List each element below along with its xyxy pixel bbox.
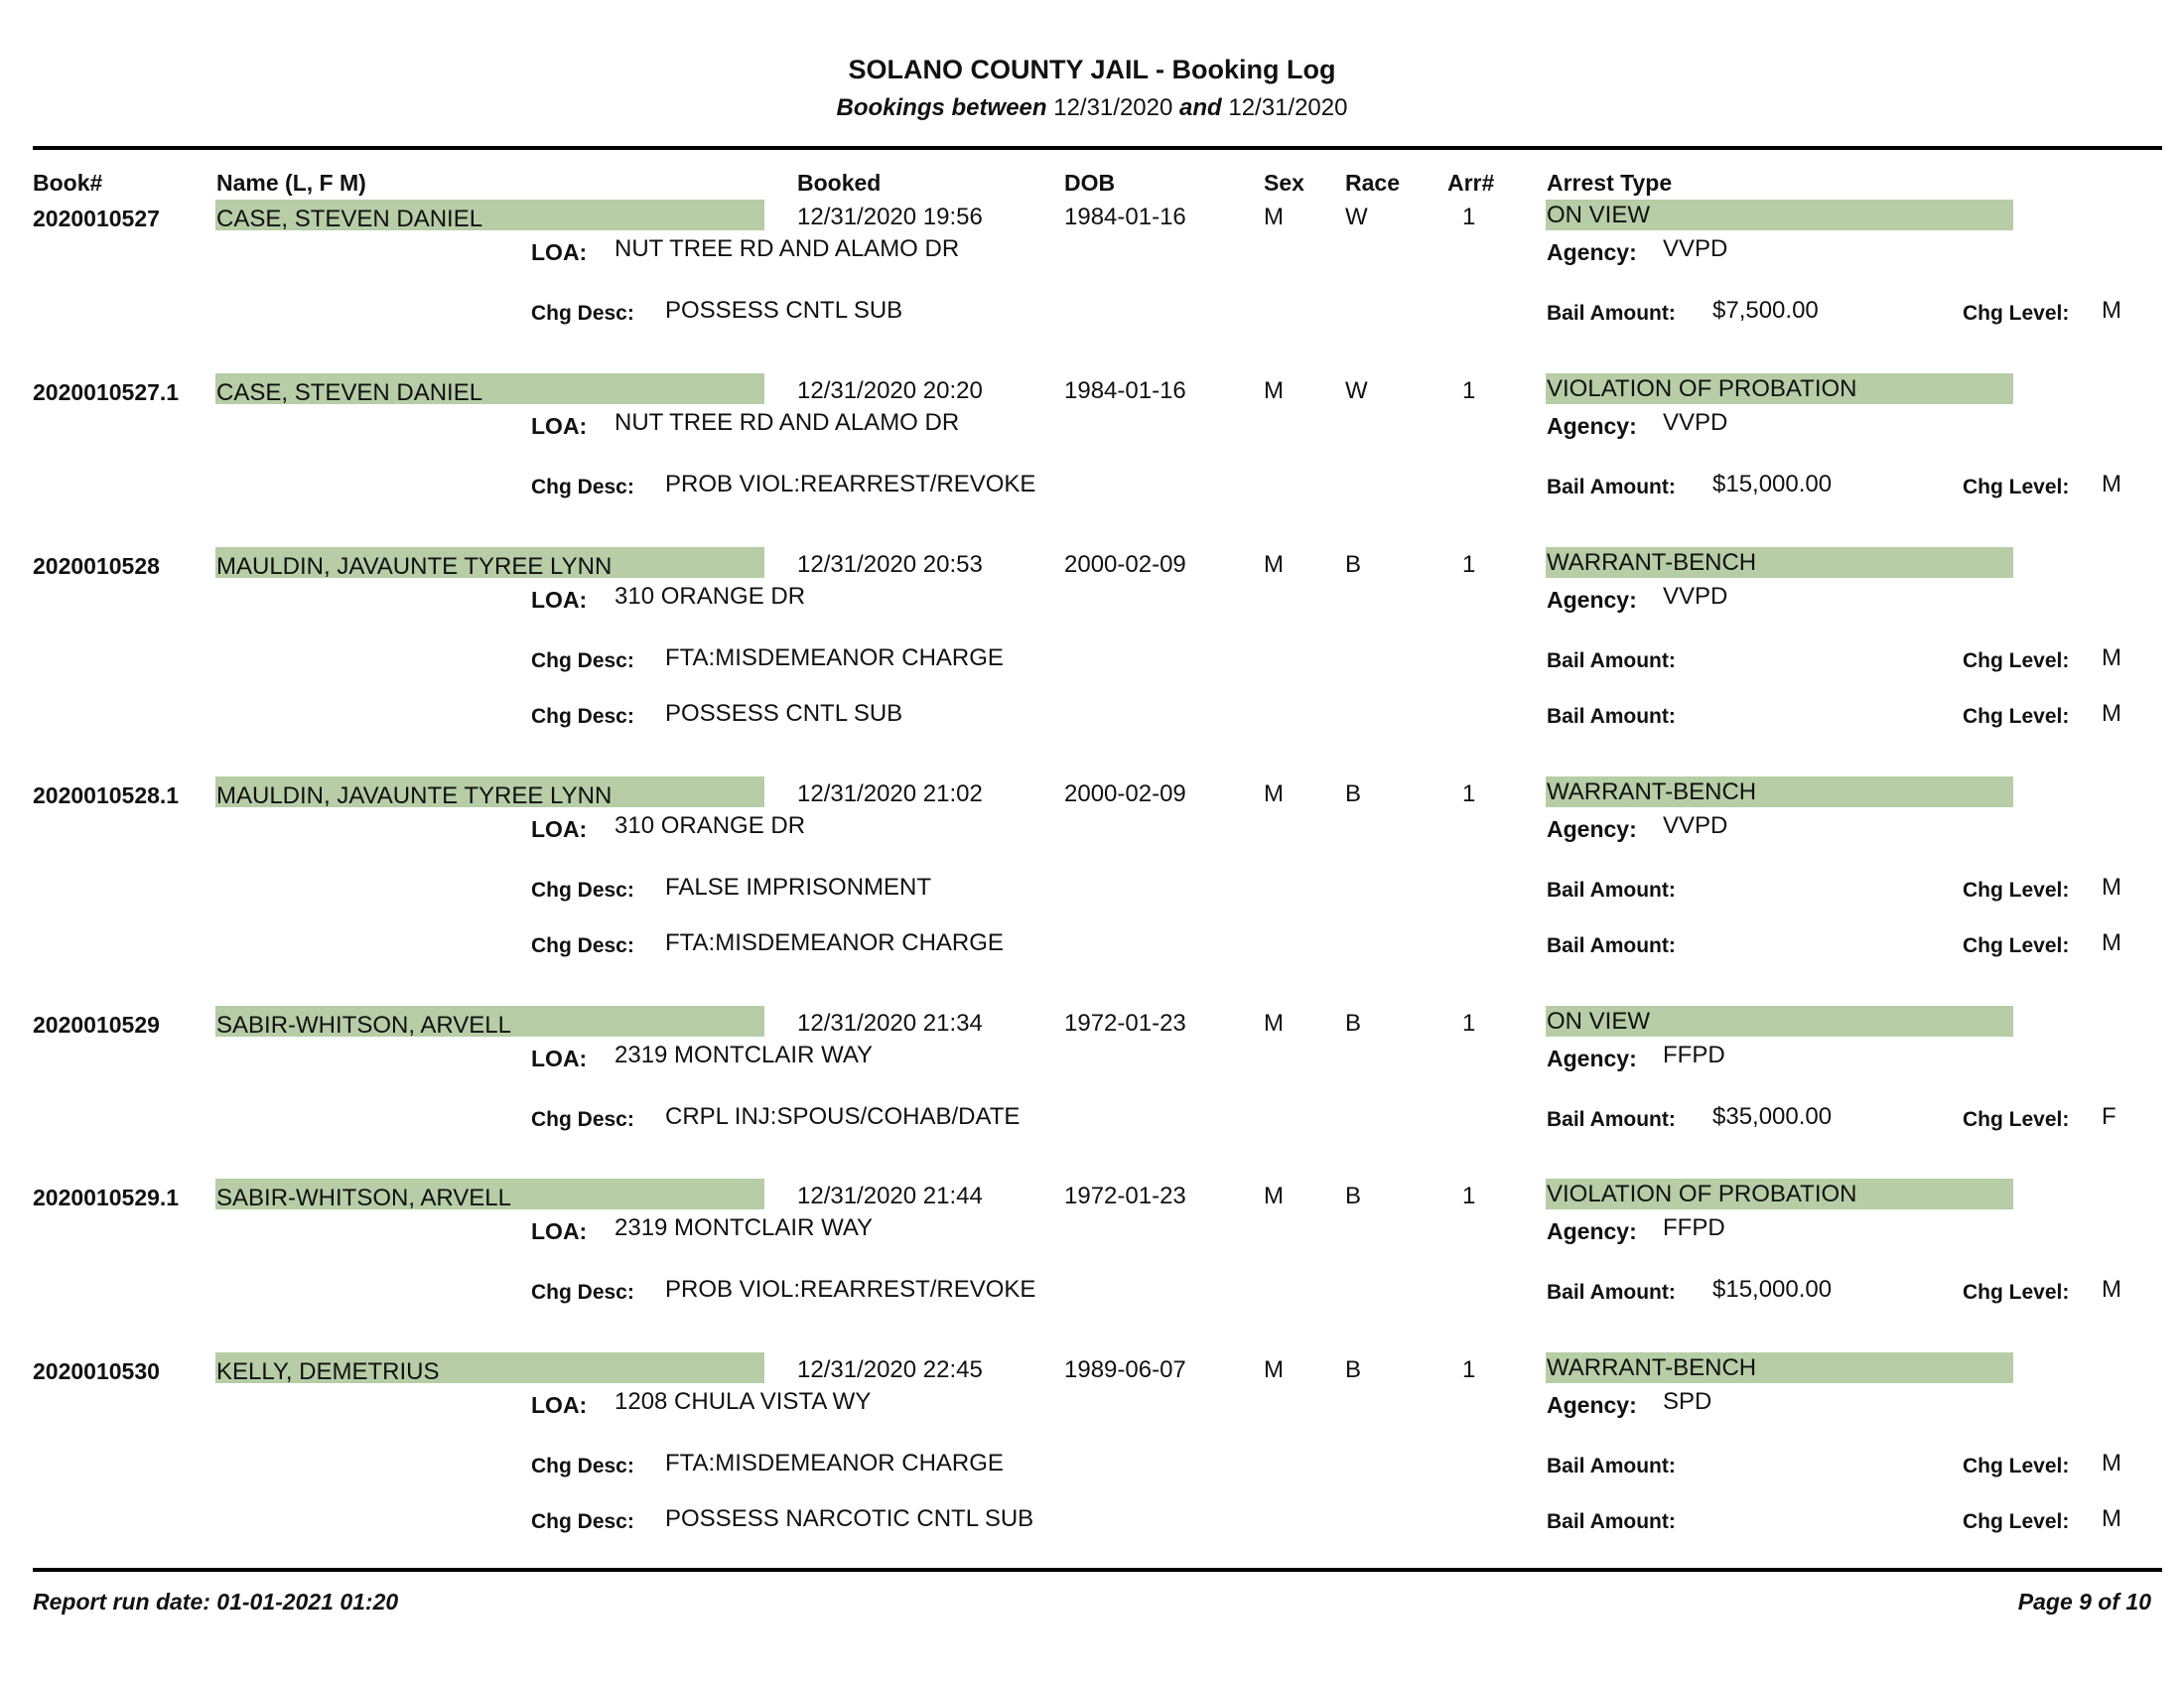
col-header-arrest-type: Arrest Type xyxy=(1547,170,1673,196)
race-value: B xyxy=(1345,780,1362,807)
bail-amount-label: Bail Amount: xyxy=(1547,1455,1676,1477)
charge-level-label: Chg Level: xyxy=(1963,649,2070,672)
arrest-count: 1 xyxy=(1462,780,1476,807)
sex-value: M xyxy=(1264,551,1284,578)
agency-label: Agency: xyxy=(1547,816,1637,842)
date-of-birth: 1984-01-16 xyxy=(1064,204,1186,230)
race-value: B xyxy=(1345,1183,1362,1209)
agency-value: FFPD xyxy=(1663,1214,1725,1241)
charge-line xyxy=(0,874,2184,914)
loa-label: LOA: xyxy=(531,239,588,265)
col-header-dob: DOB xyxy=(1064,170,1116,196)
charge-desc-label: Chg Desc: xyxy=(531,1281,634,1304)
loa-value: 310 ORANGE DR xyxy=(614,812,806,839)
loa-value: 1208 CHULA VISTA WY xyxy=(614,1388,872,1415)
charge-level-label: Chg Level: xyxy=(1963,934,2070,957)
bail-amount-label: Bail Amount: xyxy=(1547,476,1676,498)
charge-level-value: M xyxy=(2102,874,2121,901)
sex-value: M xyxy=(1264,780,1284,807)
inmate-name: CASE, STEVEN DANIEL xyxy=(216,379,483,406)
page-number: Page 9 of 10 xyxy=(2017,1589,2151,1615)
charge-level-label: Chg Level: xyxy=(1963,705,2070,728)
charge-line xyxy=(0,1450,2184,1489)
agency-label: Agency: xyxy=(1547,239,1637,265)
col-header-book: Book# xyxy=(33,170,103,196)
book-number: 2020010529 xyxy=(33,1012,160,1038)
loa-value: NUT TREE RD AND ALAMO DR xyxy=(614,235,960,262)
col-header-arr: Arr# xyxy=(1447,170,1495,196)
charge-desc-label: Chg Desc: xyxy=(531,934,634,957)
charge-desc-value: FTA:MISDEMEANOR CHARGE xyxy=(665,1450,1004,1477)
charge-line xyxy=(0,929,2184,969)
charge-line xyxy=(0,471,2184,510)
booked-datetime: 12/31/2020 21:34 xyxy=(797,1010,983,1037)
col-header-race: Race xyxy=(1345,170,1400,196)
charge-line xyxy=(0,1103,2184,1143)
charge-desc-value: FTA:MISDEMEANOR CHARGE xyxy=(665,929,1004,956)
charge-desc-value: CRPL INJ:SPOUS/COHAB/DATE xyxy=(665,1103,1021,1130)
bail-amount-value: $35,000.00 xyxy=(1712,1103,1833,1130)
bail-amount-label: Bail Amount: xyxy=(1547,705,1676,728)
inmate-name: KELLY, DEMETRIUS xyxy=(216,1358,440,1385)
book-number: 2020010527.1 xyxy=(33,379,180,405)
book-number: 2020010530 xyxy=(33,1358,160,1384)
arrest-count: 1 xyxy=(1462,204,1476,230)
inmate-name: CASE, STEVEN DANIEL xyxy=(216,206,483,232)
charge-level-label: Chg Level: xyxy=(1963,476,2070,498)
inmate-name: MAULDIN, JAVAUNTE TYREE LYNN xyxy=(216,553,613,580)
subtitle-date-from: 12/31/2020 xyxy=(1053,94,1173,121)
charge-desc-label: Chg Desc: xyxy=(531,1108,634,1131)
sex-value: M xyxy=(1264,1183,1284,1209)
bail-amount-value: $15,000.00 xyxy=(1712,471,1833,497)
agency-value: SPD xyxy=(1663,1388,1712,1415)
date-of-birth: 1989-06-07 xyxy=(1064,1356,1186,1383)
arrest-type: ON VIEW xyxy=(1547,1008,1651,1035)
charge-desc-label: Chg Desc: xyxy=(531,476,634,498)
charge-desc-value: FALSE IMPRISONMENT xyxy=(665,874,932,901)
charge-desc-value: PROB VIOL:REARREST/REVOKE xyxy=(665,1276,1036,1303)
charge-level-label: Chg Level: xyxy=(1963,879,2070,902)
booked-datetime: 12/31/2020 21:02 xyxy=(797,780,983,807)
race-value: W xyxy=(1345,377,1368,404)
loa-label: LOA: xyxy=(531,1392,588,1418)
book-number: 2020010528 xyxy=(33,553,160,579)
arrest-type: WARRANT-BENCH xyxy=(1547,1354,1757,1381)
charge-level-value: M xyxy=(2102,700,2121,727)
report-title: SOLANO COUNTY JAIL - Booking Log xyxy=(848,55,1336,84)
booked-datetime: 12/31/2020 19:56 xyxy=(797,204,983,230)
charge-desc-value: PROB VIOL:REARREST/REVOKE xyxy=(665,471,1036,497)
charge-line xyxy=(0,1276,2184,1316)
report-subtitle xyxy=(0,94,2184,122)
loa-value: 310 ORANGE DR xyxy=(614,583,806,610)
subtitle-between-label: Bookings between xyxy=(836,94,1047,121)
charge-desc-value: POSSESS CNTL SUB xyxy=(665,297,903,324)
charge-line xyxy=(0,297,2184,337)
booked-datetime: 12/31/2020 21:44 xyxy=(797,1183,983,1209)
book-number: 2020010529.1 xyxy=(33,1185,180,1210)
arrest-count: 1 xyxy=(1462,1010,1476,1037)
report-run-date: Report run date: 01-01-2021 01:20 xyxy=(33,1589,399,1615)
loa-value: 2319 MONTCLAIR WAY xyxy=(614,1214,874,1241)
arrest-count: 1 xyxy=(1462,1356,1476,1383)
inmate-name: SABIR-WHITSON, ARVELL xyxy=(216,1185,511,1211)
date-of-birth: 1984-01-16 xyxy=(1064,377,1186,404)
bail-amount-label: Bail Amount: xyxy=(1547,1108,1676,1131)
top-divider xyxy=(33,146,2162,150)
arrest-count: 1 xyxy=(1462,551,1476,578)
col-header-sex: Sex xyxy=(1264,170,1304,196)
arrest-count: 1 xyxy=(1462,377,1476,404)
charge-desc-label: Chg Desc: xyxy=(531,302,634,325)
booked-datetime: 12/31/2020 20:53 xyxy=(797,551,983,578)
charge-line xyxy=(0,700,2184,740)
charge-level-value: F xyxy=(2102,1103,2116,1130)
charge-level-label: Chg Level: xyxy=(1963,1510,2070,1533)
book-number: 2020010528.1 xyxy=(33,782,180,808)
date-of-birth: 2000-02-09 xyxy=(1064,551,1186,578)
bail-amount-label: Bail Amount: xyxy=(1547,1281,1676,1304)
agency-label: Agency: xyxy=(1547,1046,1637,1071)
charge-desc-label: Chg Desc: xyxy=(531,1510,634,1533)
inmate-name: SABIR-WHITSON, ARVELL xyxy=(216,1012,511,1039)
sex-value: M xyxy=(1264,1356,1284,1383)
race-value: B xyxy=(1345,1356,1362,1383)
charge-level-label: Chg Level: xyxy=(1963,302,2070,325)
arrest-type: VIOLATION OF PROBATION xyxy=(1547,1181,1857,1207)
charge-desc-label: Chg Desc: xyxy=(531,1455,634,1477)
loa-label: LOA: xyxy=(531,587,588,613)
agency-value: VVPD xyxy=(1663,583,1728,610)
date-of-birth: 1972-01-23 xyxy=(1064,1010,1186,1037)
col-header-name: Name (L, F M) xyxy=(216,170,366,196)
date-of-birth: 1972-01-23 xyxy=(1064,1183,1186,1209)
agency-value: VVPD xyxy=(1663,409,1728,436)
loa-value: NUT TREE RD AND ALAMO DR xyxy=(614,409,960,436)
book-number: 2020010527 xyxy=(33,206,160,231)
charge-level-label: Chg Level: xyxy=(1963,1455,2070,1477)
charge-line xyxy=(0,1505,2184,1545)
agency-label: Agency: xyxy=(1547,1218,1637,1244)
sex-value: M xyxy=(1264,204,1284,230)
charge-line xyxy=(0,644,2184,684)
loa-label: LOA: xyxy=(531,816,588,842)
charge-desc-label: Chg Desc: xyxy=(531,879,634,902)
arrest-type: WARRANT-BENCH xyxy=(1547,549,1757,576)
inmate-name: MAULDIN, JAVAUNTE TYREE LYNN xyxy=(216,782,613,809)
sex-value: M xyxy=(1264,377,1284,404)
charge-desc-value: POSSESS CNTL SUB xyxy=(665,700,903,727)
arrest-type: ON VIEW xyxy=(1547,202,1651,228)
agency-label: Agency: xyxy=(1547,587,1637,613)
bail-amount-label: Bail Amount: xyxy=(1547,649,1676,672)
bail-amount-label: Bail Amount: xyxy=(1547,1510,1676,1533)
booked-datetime: 12/31/2020 20:20 xyxy=(797,377,983,404)
charge-desc-value: FTA:MISDEMEANOR CHARGE xyxy=(665,644,1004,671)
arrest-type: VIOLATION OF PROBATION xyxy=(1547,375,1857,402)
charge-level-value: M xyxy=(2102,929,2121,956)
agency-value: VVPD xyxy=(1663,235,1728,262)
bail-amount-label: Bail Amount: xyxy=(1547,302,1676,325)
bail-amount-label: Bail Amount: xyxy=(1547,934,1676,957)
arrest-type: WARRANT-BENCH xyxy=(1547,778,1757,805)
agency-label: Agency: xyxy=(1547,1392,1637,1418)
race-value: B xyxy=(1345,1010,1362,1037)
loa-label: LOA: xyxy=(531,413,588,439)
agency-value: FFPD xyxy=(1663,1042,1725,1068)
agency-label: Agency: xyxy=(1547,413,1637,439)
charge-level-value: M xyxy=(2102,1276,2121,1303)
bail-amount-value: $7,500.00 xyxy=(1712,297,1819,324)
subtitle-and-label: and xyxy=(1179,94,1222,121)
col-header-booked: Booked xyxy=(797,170,882,196)
charge-level-value: M xyxy=(2102,1505,2121,1532)
date-of-birth: 2000-02-09 xyxy=(1064,780,1186,807)
charge-level-value: M xyxy=(2102,1450,2121,1477)
booked-datetime: 12/31/2020 22:45 xyxy=(797,1356,983,1383)
charge-level-value: M xyxy=(2102,297,2121,324)
loa-label: LOA: xyxy=(531,1046,588,1071)
loa-label: LOA: xyxy=(531,1218,588,1244)
race-value: W xyxy=(1345,204,1368,230)
sex-value: M xyxy=(1264,1010,1284,1037)
subtitle-date-to: 12/31/2020 xyxy=(1228,94,1348,121)
charge-desc-label: Chg Desc: xyxy=(531,649,634,672)
agency-value: VVPD xyxy=(1663,812,1728,839)
charge-level-label: Chg Level: xyxy=(1963,1281,2070,1304)
loa-value: 2319 MONTCLAIR WAY xyxy=(614,1042,874,1068)
race-value: B xyxy=(1345,551,1362,578)
arrest-count: 1 xyxy=(1462,1183,1476,1209)
bail-amount-label: Bail Amount: xyxy=(1547,879,1676,902)
charge-level-label: Chg Level: xyxy=(1963,1108,2070,1131)
bottom-divider xyxy=(33,1568,2162,1572)
charge-desc-label: Chg Desc: xyxy=(531,705,634,728)
bail-amount-value: $15,000.00 xyxy=(1712,1276,1833,1303)
charge-level-value: M xyxy=(2102,471,2121,497)
charge-desc-value: POSSESS NARCOTIC CNTL SUB xyxy=(665,1505,1034,1532)
charge-level-value: M xyxy=(2102,644,2121,671)
